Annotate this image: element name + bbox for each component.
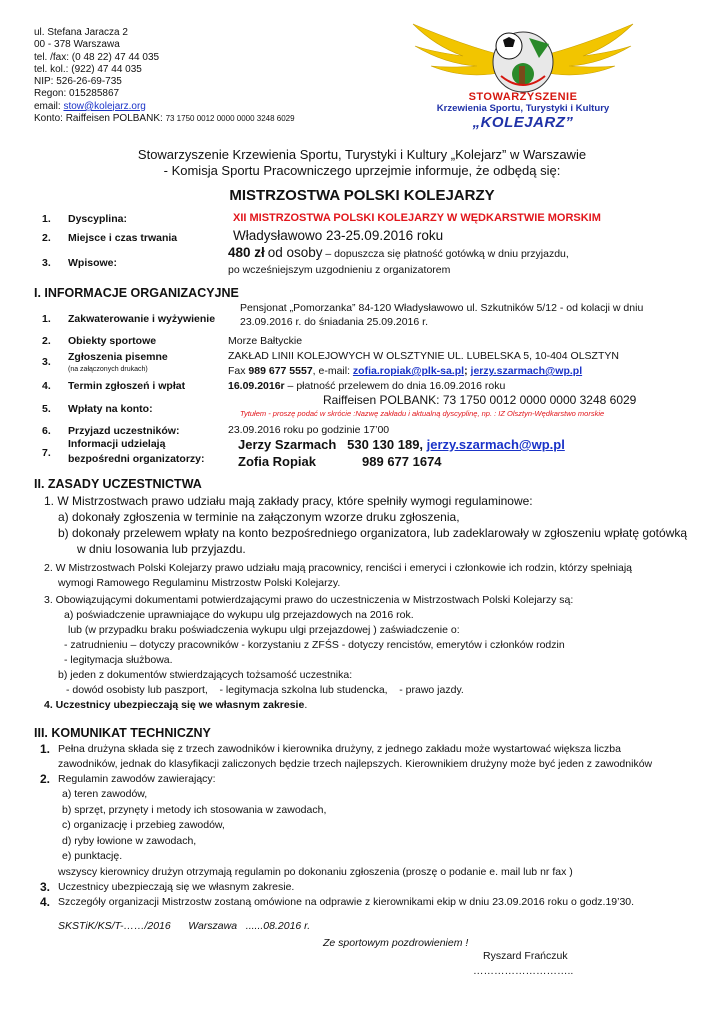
s1-num-1: 1. <box>42 313 51 325</box>
s3-p3-num: 3. <box>40 879 51 894</box>
s1-label-4: Termin zgłoszeń i wpłat <box>68 380 186 392</box>
s2-p3a: a) poświadczenie uprawniające do wykupu ulg przejazdowych na 2016 rok. <box>64 609 414 621</box>
s3-p4-text: Szczegóły organizacji Mistrzostw zostaną omówione na odprawie z kierownikami ekip w dniu 23.09.2016 roku o godz.19’30. <box>58 895 635 908</box>
contact-jerzy-phone: 530 130 189, <box>347 437 427 452</box>
s1-num-3: 3. <box>42 356 51 368</box>
s1-num-7: 7. <box>42 447 51 459</box>
tel-fax: tel. /fax: (0 48 22) 47 44 035 <box>34 51 160 63</box>
section-1-heading: I. INFORMACJE ORGANIZACYJNE <box>34 286 239 300</box>
s3-p2-num: 2. <box>40 772 51 786</box>
s1-label-1: Zakwaterowanie i wyżywienie <box>68 313 216 325</box>
s1-deadline <box>228 380 505 392</box>
email-line <box>34 101 295 113</box>
email-link[interactable]: stow@kolejarz.org <box>63 100 146 112</box>
s2-p1: 1. W Mistrzostwach prawo udziału mają zakłady pracy, które spełniły wymogi regulaminowe: <box>44 494 533 508</box>
contact-zofia <box>238 454 442 469</box>
list-item: e) punktację. <box>62 850 123 862</box>
s1-label-5: Wpłaty na konto: <box>68 403 153 415</box>
s1-label-3: Zgłoszenia pisemne <box>68 351 168 363</box>
email-link-jerzy[interactable]: jerzy.szarmach@wp.pl <box>470 365 583 377</box>
s1-accommodation-line-2: 23.09.2016 r. do śniadania 25.09.2016 r. <box>240 316 428 328</box>
s3-items <box>40 787 694 865</box>
s1-num-4: 4. <box>42 380 51 392</box>
contact-zofia-phone: 989 677 1674 <box>362 454 442 469</box>
list-item: b) sprzęt, przynęty i metody ich stosowania w zawodach, <box>62 803 327 816</box>
s2-p3b: b) jeden z dokumentów stwierdzających tożsamość uczestnika: <box>58 669 353 681</box>
org-contact <box>34 27 295 125</box>
s1-arrival: 23.09.2016 roku po godzinie 17’00 <box>228 424 390 436</box>
bank-label: Konto: Raiffeisen POLBANK: <box>34 113 166 125</box>
s3-p1-num: 1. <box>40 742 51 756</box>
s1-num-2: 2. <box>42 335 51 347</box>
basic-num-3: 3. <box>42 257 51 269</box>
s1-transfer-note: Tytułem - proszę podać w skrócie :Nazwę zakładu i aktualną dyscyplinę, np. : IZ Olsztyn-Wędkarstwo morskie <box>240 409 605 418</box>
s2-p3: 3. Obowiązującymi dokumentami potwierdzającymi prawo do uczestniczenia w Mistrzostwach Polski Kolejarzy są: <box>44 594 574 606</box>
s3-p4 <box>40 895 694 910</box>
contact-jerzy-name: Jerzy Szarmach <box>238 437 337 452</box>
logo-text <box>412 91 634 131</box>
s1-num-6: 6. <box>42 425 51 437</box>
s1-applications-contact <box>228 365 582 377</box>
section-3-body <box>40 742 694 910</box>
s2-p3a4: - legitymacja służbowa. <box>64 654 173 666</box>
email-label: email: <box>34 100 64 112</box>
fax-label: Fax <box>228 365 249 377</box>
s2-p3b2: - dowód osobisty lub paszport, - legitymacja szkolna lub studencka, - prawo jazdy. <box>66 684 464 696</box>
s3-p3 <box>40 880 694 895</box>
s2-p1b-2: w dniu losowania lub przyjazdu. <box>77 542 246 556</box>
s1-label-2: Obiekty sportowe <box>68 335 157 347</box>
footer-signer: Ryszard Frańczuk <box>483 950 568 962</box>
email-label-2: , e-mail: <box>312 365 353 377</box>
tel-kol: tel. kol.: (922) 47 44 035 <box>34 63 142 75</box>
s2-p1b: b) dokonały przelewem wpłaty na konto bezpośredniego organizatora, lub zadeklarowały w zgłoszeniu wpłatę gotówką <box>58 526 688 540</box>
page-title: MISTRZOSTWA POLSKI KOLEJARZY <box>229 187 495 204</box>
s1-venue: Morze Bałtyckie <box>228 335 303 347</box>
logo-line-1: STOWARZYSZENIE <box>468 91 578 103</box>
s2-p4-end: . <box>304 699 308 711</box>
address-line-1: ul. Stefana Jaracza 2 <box>34 27 128 38</box>
s2-p3a2: lub (w przypadku braku poświadczenia wykupu ulgi przejazdowej ) zaświadczenie o: <box>68 624 460 636</box>
s1-sublabel-3: (na załączonych drukach) <box>68 366 148 373</box>
intro <box>60 147 664 179</box>
email-link-zofia[interactable]: zofia.ropiak@plk-sa.pl <box>352 365 465 377</box>
bank-account: 73 1750 0012 0000 0000 3248 6029 <box>165 114 295 124</box>
contact-jerzy-email[interactable]: jerzy.szarmach@wp.pl <box>426 437 565 452</box>
deadline-date: 16.09.2016r <box>228 380 285 392</box>
deadline-rest: – płatność przelewem do dnia 16.09.2016 roku <box>284 380 506 392</box>
kolejarz-logo-icon <box>405 16 641 98</box>
s1-bank-account: Raiffeisen POLBANK: 73 1750 0012 0000 0000 3248 6029 <box>323 393 637 407</box>
list-item: a) teren zawodów, <box>62 788 148 800</box>
signature-line: ……………………….. <box>473 965 574 977</box>
s1-label-7b: bezpośredni organizatorzy: <box>68 453 205 465</box>
s1-accommodation-line-1: Pensjonat „Pomorzanka” 84-120 Władysławowo ul. Szkutników 5/12 - od kolacji w dniu <box>240 302 644 314</box>
list-item: d) ryby łowione w zawodach, <box>62 834 197 847</box>
bank-line <box>34 113 295 125</box>
basic-num-2: 2. <box>42 232 51 244</box>
s3-p4-num: 4. <box>40 894 51 909</box>
s2-p4-text: 4. Uczestnicy ubezpieczają się we własnym zakresie <box>44 699 305 711</box>
basic-value-discipline: XII MISTRZOSTWA POLSKI KOLEJARZY W WĘDKARSTWIE MORSKIM <box>233 212 601 224</box>
intro-line-1: Stowarzyszenie Krzewienia Sportu, Turystyki i Kultury „Kolejarz” w Warszawie <box>137 147 587 162</box>
s3-p2 <box>40 772 694 787</box>
s3-p1-line-2: zawodników, jednak do klasyfikacji zaliczonych będzie trzech najlepszych. Kierownikiem drużyny może być jeden z zawodników <box>58 758 653 770</box>
basic-num-1: 1. <box>42 213 51 225</box>
nip: NIP: 526-26-69-735 <box>34 76 122 88</box>
footer-greeting: Ze sportowym pozdrowieniem ! <box>323 937 469 949</box>
regon: Regon: 015285867 <box>34 88 120 100</box>
contact-jerzy <box>238 437 565 452</box>
basic-value-place: Władysławowo 23-25.09.2016 roku <box>233 228 444 243</box>
s3-p2-end: wszyscy kierownicy drużyn otrzymają regulamin po dokonaniu zgłoszenia (proszę o podanie e. mail lub nr fax ) <box>58 865 573 878</box>
s2-p2: 2. W Mistrzostwach Polski Kolejarzy prawo udziału mają pracownicy, renciści i emeryci i członkowie ich rodzin, którzy spełniają <box>44 562 633 574</box>
s3-p1-line-1: Pełna drużyna składa się z trzech zawodników i kierownika drużyny, z jednego zakładu może wystartować większa liczba <box>58 743 621 755</box>
fee-per: od osoby <box>267 245 323 260</box>
s1-num-5: 5. <box>42 403 51 415</box>
s2-p4 <box>44 698 694 713</box>
s1-label-7: Informacji udzielają <box>68 438 166 450</box>
section-3-heading: III. KOMUNIKAT TECHNICZNY <box>34 726 211 740</box>
address-line-2: 00 - 378 Warszawa <box>34 39 120 51</box>
email-separator: ; <box>464 365 471 377</box>
s2-p1a: a) dokonały zgłoszenia w terminie na załączonym wzorze druku zgłoszenia, <box>58 510 460 524</box>
s1-applications-address: ZAKŁAD LINII KOLEJOWYCH W OLSZTYNIE UL. LUBELSKA 5, 10-404 OLSZTYN <box>228 350 619 362</box>
fee-amount: 480 zł <box>228 245 265 260</box>
s1-label-6: Przyjazd uczestników: <box>68 425 180 437</box>
section-2-rest <box>44 561 694 713</box>
footer-reference: SKSTiK/KS/T-……/2016 Warszawa ......08.2016 r. <box>58 920 311 932</box>
fee-rest: – dopuszcza się płatność gotówką w dniu przyjazdu, <box>322 248 569 260</box>
contact-zofia-name: Zofia Ropiak <box>238 454 317 469</box>
logo-line-3: „KOLEJARZ” <box>472 114 574 131</box>
fax-number: 989 677 5557 <box>248 365 313 377</box>
fee-line-2: po wcześniejszym uzgodnieniu z organizatorem <box>228 264 451 276</box>
s3-p2-text: Regulamin zawodów zawierający: <box>58 773 216 785</box>
basic-label-3: Wpisowe: <box>68 257 117 269</box>
s2-p2-2: wymogi Ramowego Regulaminu Mistrzostw Polski Kolejarzy. <box>58 577 341 589</box>
s3-p1 <box>40 742 694 772</box>
logo-line-2: Krzewienia Sportu, Turystyki i Kultury <box>436 103 610 114</box>
s2-p3a3: - zatrudnieniu – dotyczy pracowników - korzystaniu z ZFŚS - dotyczy rencistów, emerytów i członków rodzin <box>64 639 565 651</box>
basic-label-1: Dyscyplina: <box>68 213 127 225</box>
section-2-heading: II. ZASADY UCZESTNICTWA <box>34 477 202 491</box>
intro-line-2: - Komisja Sportu Pracowniczego uprzejmie informuje, że odbędą się: <box>163 163 561 178</box>
s3-p3-text: Uczestnicy ubezpieczają się we własnym zakresie. <box>58 880 295 893</box>
basic-label-2: Miejsce i czas trwania <box>68 232 178 244</box>
section-2-top <box>44 493 694 557</box>
list-item: c) organizację i przebieg zawodów, <box>62 819 225 831</box>
basic-value-fee <box>228 245 690 260</box>
